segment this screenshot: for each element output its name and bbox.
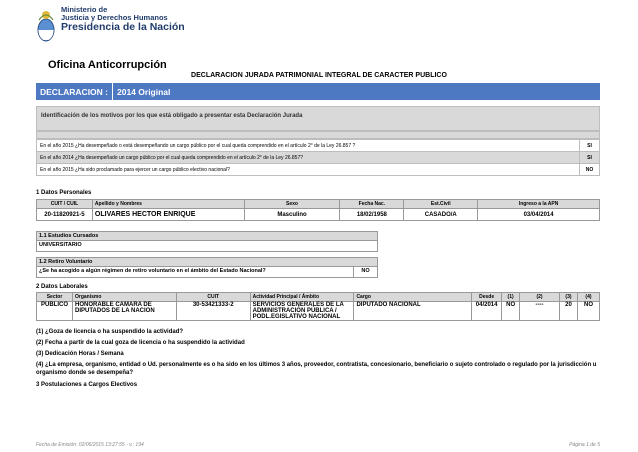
col-sexo: Sexo — [244, 200, 340, 209]
retiro-row — [37, 267, 377, 277]
logo-text — [61, 6, 185, 33]
logo-line-1: Ministerio de — [61, 5, 108, 14]
cell-cuit: 20-11820921-5 — [37, 209, 93, 221]
cell-cargo: DIPUTADO NACIONAL — [354, 302, 472, 321]
motivos-row — [37, 152, 600, 164]
motivos-row — [37, 140, 600, 152]
table-row — [37, 302, 600, 321]
motivos-question: En el año 2015 ¿Ha sido proclamado para ejercer un cargo público electivo nacional? — [37, 164, 580, 176]
col-organismo: Organismo — [72, 293, 176, 302]
note-3: (3) Dedicación Horas / Semana — [36, 351, 124, 357]
col-3: (3) — [560, 293, 578, 302]
footer-emission-date: Fecha de Emisión: 02/06/2015 13:27:55 - v.: 194 — [36, 442, 144, 448]
motivos-question: En el año 2014 ¿Ha desempeñado un cargo público por el cual queda comprendido en el artículo 2° de la Ley 26.857? — [37, 152, 580, 164]
col-desde: Desde — [472, 293, 502, 302]
cell-cuit: 30-53421333-2 — [176, 302, 250, 321]
cell-sexo: Masculino — [244, 209, 340, 221]
section-datos-personales-title: 1 Datos Personales — [36, 190, 92, 196]
logo-line-2: Justicia y Derechos Humanos — [61, 12, 168, 22]
estudios-title: 1.1 Estudios Cursados — [37, 232, 377, 241]
section-datos-laborales-title: 2 Datos Laborales — [36, 284, 88, 290]
datos-laborales-table — [36, 292, 600, 321]
motivos-answer: SI — [580, 140, 600, 152]
col-actividad: Actividad Principal / Ámbito — [250, 293, 354, 302]
motivos-question: En el año 2015 ¿Ha desempeñado o está desempeñando un cargo público por el cual queda comprendido en el artículo 2° de la Ley 26.857 ? — [37, 140, 580, 152]
note-4: (4) ¿La empresa, organismo, entidad o Ud. personalmente es o ha sido en los últimos 3 años, proveedor, contratista, concesionario, beneficiario o sujeto controlado o regulado por la jurisdicción u organismo donde se desempeña? — [36, 362, 597, 376]
declaracion-bar — [36, 83, 600, 100]
col-cuit: CUIT — [176, 293, 250, 302]
col-1: (1) — [502, 293, 520, 302]
col-fecha-nac: Fecha Nac. — [340, 200, 404, 209]
retiro-answer: NO — [353, 267, 377, 277]
motivos-row — [37, 164, 600, 176]
retiro-title: 1.2 Retiro Voluntario — [37, 258, 377, 267]
retiro-box — [36, 257, 378, 278]
motivos-header: Identificación de los motivos por los que está obligado a presentar esta Declaración Jurada — [36, 106, 600, 131]
datos-personales-header-row — [37, 200, 600, 209]
table-row — [37, 209, 600, 221]
motivos-answer: SI — [580, 152, 600, 164]
cell-fecha-licencia: ---- — [520, 302, 560, 321]
col-2: (2) — [520, 293, 560, 302]
footer-page-number: Página 1 de 5 — [569, 442, 600, 448]
cell-organismo: HONORABLE CAMARA DE DIPUTADOS DE LA NACION — [72, 302, 176, 321]
col-est-civil: Est.Civil — [404, 200, 478, 209]
declaracion-label: DECLARACION : — [36, 83, 113, 100]
office-name: Oficina Anticorrupción — [48, 59, 167, 71]
note-2: (2) Fecha a partir de la cual goza de licencia o ha suspendido la actividad — [36, 340, 245, 346]
datos-laborales-header-row — [37, 293, 600, 302]
ministry-logo — [36, 4, 206, 54]
cell-sector: PUBLICO — [37, 302, 73, 321]
estudios-box — [36, 231, 378, 252]
cell-actividad: SERVICIOS GENERALES DE LA ADMINISTRACIÓN PÚBLICA / PODL.EGISLATIVO NACIONAL — [250, 302, 354, 321]
cell-proveedor: NO — [577, 302, 599, 321]
retiro-question: ¿Se ha acogido a algún régimen de retiro voluntario en el ámbito del Estado Nacional? — [39, 268, 266, 274]
cell-nombre: OLIVARES HECTOR ENRIQUE — [92, 209, 244, 221]
col-cargo: Cargo — [354, 293, 472, 302]
document-title: DECLARACION JURADA PATRIMONIAL INTEGRAL DE CARACTER PUBLICO — [191, 72, 447, 79]
declaracion-value: 2014 Original — [117, 86, 171, 97]
motivos-subheader — [36, 131, 600, 139]
motivos-answer: NO — [580, 164, 600, 176]
cell-est-civil: CASADO/A — [404, 209, 478, 221]
col-ingreso-apn: Ingreso a la APN — [478, 200, 600, 209]
col-4: (4) — [577, 293, 599, 302]
datos-personales-table — [36, 199, 600, 221]
cell-licencia: NO — [502, 302, 520, 321]
col-apellido-nombres: Apellido y Nombres — [92, 200, 244, 209]
cell-desde: 04/2014 — [472, 302, 502, 321]
cell-dedicacion: 20 — [560, 302, 578, 321]
motivos-table — [36, 139, 600, 176]
note-1: (1) ¿Goza de licencia o ha suspendido la actividad? — [36, 329, 184, 335]
section-postulaciones-title: 3 Postulaciones a Cargos Electivos — [36, 382, 138, 388]
col-cuit-cuil: CUIT / CUIL — [37, 200, 93, 209]
logo-line-3: Presidencia de la Nación — [61, 20, 185, 33]
estudios-value: UNIVERSITARIO — [39, 242, 82, 248]
col-sector: Sector — [37, 293, 73, 302]
cell-ingreso: 03/04/2014 — [478, 209, 600, 221]
cell-fecha-nac: 18/02/1958 — [340, 209, 404, 221]
argentina-seal-icon — [36, 6, 56, 48]
